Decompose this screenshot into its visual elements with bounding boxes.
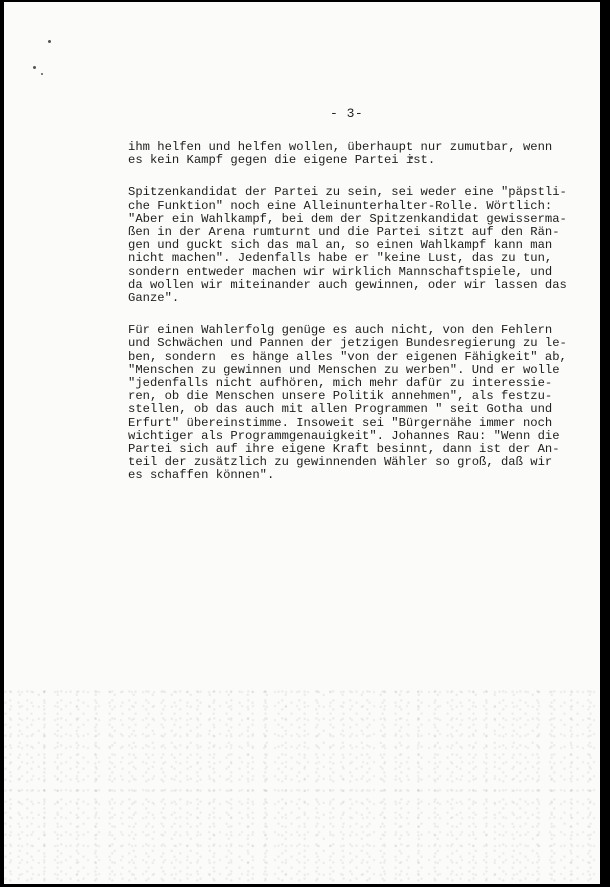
text-line: nicht machen". Jedenfalls habe er "keine Lust, das zu tun, (128, 251, 553, 266)
text-line: che Funktion" noch eine Alleinunterhalter-Rolle. Wörtlich: (128, 198, 553, 213)
text-line: sondern entweder machen wir wirklich Mannschaftspiele, und (128, 264, 553, 279)
document-page (4, 2, 600, 884)
text-line: ihm helfen und helfen wollen, überhaupt nur zumutbar, wenn (128, 140, 553, 154)
text-line: stellen, ob das auch mit allen Programmen " seit Gotha und (128, 402, 553, 417)
text-line: ren, ob die Menschen unsere Politik annehmen", als festzu- (128, 389, 553, 404)
scan-speck (33, 66, 36, 69)
paragraph (128, 323, 567, 483)
text-line: Partei sich auf ihre eigene Kraft besinnt, dann ist der An- (128, 442, 560, 457)
text-line: ßen in der Arena rumturnt und die Partei sitzt auf den Rän- (128, 225, 560, 240)
text-line: "Menschen zu gewinnen und Menschen zu werben". Und er wolle (128, 362, 560, 377)
paragraph (128, 185, 567, 306)
text-line: ben, sondern es hänge alles "von der eigenen Fähigkeit" ab, (128, 349, 567, 364)
text-line: Erfurt" übereinstimme. Insoweit sei "Bürgernähe immer noch (128, 415, 553, 430)
text-line: teil der zusätzlich zu gewinnenden Wähler so groß, daß wir (128, 455, 553, 470)
text-line: Für einen Wahlerfolg genüge es auch nicht, von den Fehlern (128, 323, 553, 338)
text-line: gen und guckt sich das mal an, so einen Wahlkampf kann man (128, 238, 553, 253)
body-text (128, 140, 567, 502)
scan-border (600, 0, 610, 887)
text-line: "Aber ein Wahlkampf, bei dem der Spitzenkandidat gewisserma- (128, 211, 567, 226)
paragraph (128, 141, 558, 167)
text-line: es schaffen können". (128, 468, 275, 483)
text-line: "jedenfalls nicht aufhören, mich mehr dafür zu interessie- (128, 376, 553, 391)
text-line: wichtiger als Programmgenauigkeit". Johannes Rau: "Wenn die (128, 428, 560, 443)
text-line: Ganze". (128, 291, 180, 306)
text-line: Spitzenkandidat der Partei zu sein, sei weder eine "päpstli- (128, 185, 567, 200)
text-line: und Schwächen und Pannen der jetzigen Bundesregierung zu le- (128, 336, 567, 351)
text-line: da wollen wir miteinander auch gewinnen, oder wir lassen das (128, 277, 567, 292)
scan-speck (48, 40, 51, 43)
page-number: - 3- (330, 106, 364, 121)
scan-speck (41, 73, 43, 75)
scan-noise (4, 684, 600, 884)
text-line: es kein Kampf gegen die eigene Partei ist. (128, 153, 436, 168)
